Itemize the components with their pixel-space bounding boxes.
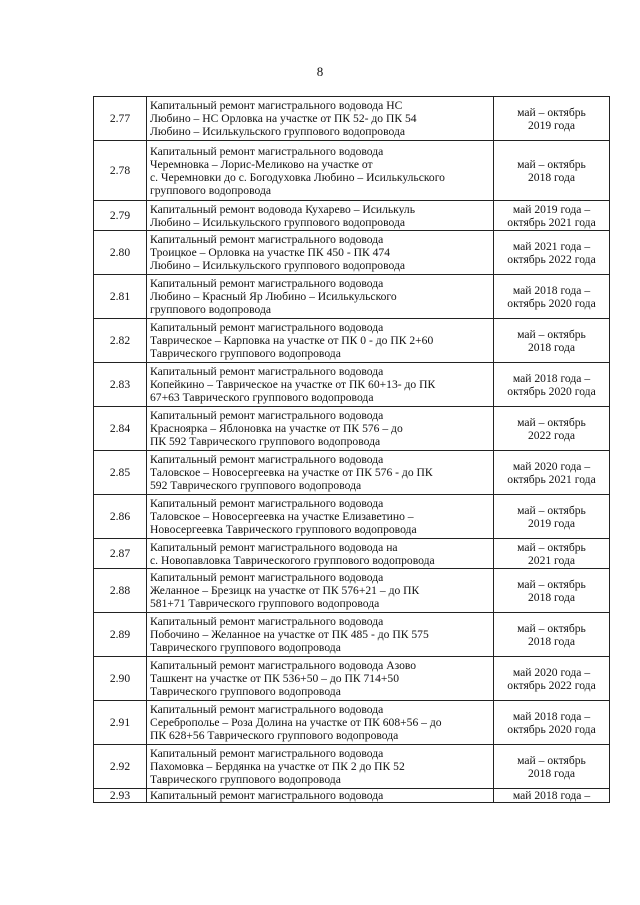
- description-line: Желанное – Брезицк на участке от ПК 576+21 – до ПК: [150, 584, 420, 597]
- description-line: 581+71 Таврического группового водопровода: [150, 597, 380, 610]
- period-line: октябрь 2022 года: [507, 252, 596, 266]
- work-period: [494, 275, 610, 319]
- work-period: [494, 319, 610, 363]
- item-number: 2.89: [94, 613, 147, 657]
- work-description: [147, 319, 494, 363]
- item-number: 2.79: [94, 201, 147, 231]
- table-row: [94, 745, 610, 789]
- work-period: [494, 613, 610, 657]
- description-line: Любино – Красный Яр Любино – Исилькульского: [150, 290, 397, 303]
- work-description: [147, 451, 494, 495]
- work-description: [147, 657, 494, 701]
- description-line: Таврического группового водопровода: [150, 347, 341, 360]
- period-line: май 2019 года –: [512, 202, 591, 216]
- period-line: май – октябрь: [517, 415, 586, 429]
- description-line: Сереброполье – Роза Долина на участке от ПК 608+56 – до: [150, 716, 442, 729]
- work-description: [147, 231, 494, 275]
- table-row: [94, 451, 610, 495]
- description-line: Капитальный ремонт магистрального водовода: [150, 703, 384, 716]
- item-number: 2.90: [94, 657, 147, 701]
- description-line: Капитальный ремонт магистрального водовода: [150, 789, 384, 802]
- period-line: 2018 года: [527, 170, 576, 184]
- description-line: с. Черемновки до с. Богодуховка Любино – Исилькульского: [150, 170, 445, 184]
- work-period: [494, 407, 610, 451]
- period-line: май – октябрь: [517, 503, 586, 517]
- description-line: Красноярка – Яблоновка на участке от ПК 576 – до: [150, 422, 403, 435]
- period-line: май 2018 года –: [512, 283, 591, 297]
- table-row: [94, 613, 610, 657]
- period-line: 2018 года: [527, 340, 576, 354]
- period-line: 2018 года: [527, 590, 576, 604]
- description-line: 592 Таврического группового водопровода: [150, 479, 362, 492]
- item-number: 2.84: [94, 407, 147, 451]
- work-description: [147, 363, 494, 407]
- description-line: Таловское – Новосергеевка на участке от ПК 576 - до ПК: [150, 466, 433, 479]
- description-line: Любино – Исилькульского группового водопровода: [150, 125, 406, 138]
- description-line: Капитальный ремонт магистрального водовода: [150, 365, 384, 378]
- item-number: 2.86: [94, 495, 147, 539]
- period-line: май – октябрь: [517, 621, 586, 635]
- description-line: 67+63 Таврического группового водопровода: [150, 391, 374, 404]
- description-line: с. Новопавловка Таврическогого группового водопровода: [150, 553, 435, 567]
- description-line: Таврического группового водопровода: [150, 641, 341, 654]
- works-table-body: [94, 97, 610, 803]
- works-table: [93, 96, 610, 803]
- description-line: Таврического группового водопровода: [150, 773, 341, 786]
- item-number: 2.92: [94, 745, 147, 789]
- description-line: Капитальный ремонт магистрального водовода: [150, 144, 384, 158]
- period-line: октябрь 2020 года: [507, 384, 596, 398]
- work-description: [147, 569, 494, 613]
- period-line: 2022 года: [527, 428, 576, 442]
- item-number: 2.78: [94, 141, 147, 201]
- table-row: [94, 97, 610, 141]
- description-line: Капитальный ремонт магистрального водовода: [150, 497, 384, 510]
- work-description: [147, 701, 494, 745]
- period-line: май – октябрь: [517, 105, 586, 119]
- table-row: [94, 569, 610, 613]
- description-line: Капитальный ремонт магистрального водовода: [150, 277, 384, 290]
- item-number: 2.80: [94, 231, 147, 275]
- work-description: [147, 745, 494, 789]
- description-line: ПК 592 Таврического группового водопровода: [150, 435, 381, 448]
- period-line: май 2020 года –: [512, 665, 591, 679]
- item-number: 2.88: [94, 569, 147, 613]
- table-row: [94, 407, 610, 451]
- period-line: 2021 года: [527, 553, 576, 567]
- work-period: [494, 231, 610, 275]
- description-line: Капитальный ремонт магистрального водовода НС: [150, 99, 403, 112]
- item-number: 2.87: [94, 539, 147, 569]
- period-line: 2018 года: [527, 634, 576, 648]
- table-row: [94, 275, 610, 319]
- work-period: [494, 363, 610, 407]
- description-line: Таврическое – Карповка на участке от ПК 0 - до ПК 2+60: [150, 334, 434, 347]
- period-line: 2019 года: [527, 118, 576, 132]
- period-line: октябрь 2020 года: [507, 722, 596, 736]
- item-number: 2.82: [94, 319, 147, 363]
- work-period: [494, 701, 610, 745]
- table-row: [94, 539, 610, 569]
- description-line: Таврического группового водопровода: [150, 685, 341, 698]
- work-description: [147, 613, 494, 657]
- work-description: [147, 495, 494, 539]
- period-line: май 2018 года –: [512, 371, 591, 385]
- period-line: май – октябрь: [517, 540, 586, 554]
- work-description: [147, 789, 494, 803]
- work-period: [494, 539, 610, 569]
- description-line: Капитальный ремонт магистрального водовода: [150, 453, 384, 466]
- work-period: [494, 657, 610, 701]
- description-line: Любино – НС Орловка на участке от ПК 52- до ПК 54: [150, 112, 417, 125]
- description-line: Любино – Исилькульского группового водопровода: [150, 215, 406, 229]
- table-row: [94, 319, 610, 363]
- work-description: [147, 201, 494, 231]
- work-description: [147, 141, 494, 201]
- work-period: [494, 495, 610, 539]
- description-line: Капитальный ремонт магистрального водовода: [150, 409, 384, 422]
- description-line: Ташкент на участке от ПК 536+50 – до ПК 714+50: [150, 672, 399, 685]
- description-line: Капитальный ремонт магистрального водовода Азово: [150, 659, 417, 672]
- item-number: 2.81: [94, 275, 147, 319]
- description-line: Капитальный ремонт магистрального водовода: [150, 233, 384, 246]
- period-line: май – октябрь: [517, 157, 586, 171]
- period-line: октябрь 2021 года: [507, 215, 596, 229]
- description-line: Побочино – Желанное на участке от ПК 485 - до ПК 575: [150, 628, 429, 641]
- description-line: Таловское – Новосергеевка на участке Елизаветино –: [150, 510, 414, 523]
- period-line: май – октябрь: [517, 753, 586, 767]
- description-line: Капитальный ремонт водовода Кухарево – Исилькуль: [150, 202, 416, 216]
- description-line: Капитальный ремонт магистрального водовода на: [150, 540, 398, 554]
- item-number: 2.85: [94, 451, 147, 495]
- period-line: май 2018 года –: [512, 709, 591, 723]
- table-row: [94, 363, 610, 407]
- work-description: [147, 275, 494, 319]
- description-line: Капитальный ремонт магистрального водовода: [150, 615, 384, 628]
- item-number: 2.77: [94, 97, 147, 141]
- table-row: [94, 231, 610, 275]
- description-line: Любино – Исилькульского группового водопровода: [150, 259, 406, 272]
- period-line: 2019 года: [527, 516, 576, 530]
- description-line: Копейкино – Таврическое на участке от ПК 60+13- до ПК: [150, 378, 436, 391]
- description-line: Капитальный ремонт магистрального водовода: [150, 571, 384, 584]
- table-row: [94, 789, 610, 803]
- work-period: [494, 141, 610, 201]
- period-line: 2018 года: [527, 766, 576, 780]
- description-line: ПК 628+56 Таврического группового водопровода: [150, 729, 399, 742]
- work-description: [147, 539, 494, 569]
- item-number: 2.91: [94, 701, 147, 745]
- period-line: май – октябрь: [517, 327, 586, 341]
- period-line: май – октябрь: [517, 577, 586, 591]
- item-number: 2.93: [94, 789, 147, 803]
- period-line: октябрь 2022 года: [507, 678, 596, 692]
- description-line: Пахомовка – Бердянка на участке от ПК 2 до ПК 52: [150, 760, 405, 773]
- description-line: группового водопровода: [150, 183, 272, 197]
- item-number: 2.83: [94, 363, 147, 407]
- work-period: [494, 745, 610, 789]
- table-row: [94, 657, 610, 701]
- table-row: [94, 141, 610, 201]
- period-line: октябрь 2020 года: [507, 296, 596, 310]
- description-line: группового водопровода: [150, 303, 272, 316]
- period-line: октябрь 2021 года: [507, 472, 596, 486]
- table-row: [94, 701, 610, 745]
- page-number: 8: [316, 64, 324, 79]
- description-line: Капитальный ремонт магистрального водовода: [150, 321, 384, 334]
- description-line: Капитальный ремонт магистрального водовода: [150, 747, 384, 760]
- table-row: [94, 201, 610, 231]
- description-line: Троицкое – Орловка на участке ПК 450 - ПК 474: [150, 246, 391, 259]
- work-period: [494, 451, 610, 495]
- period-line: май 2020 года –: [512, 459, 591, 473]
- work-period: [494, 789, 610, 803]
- period-line: май 2021 года –: [512, 239, 591, 253]
- work-period: [494, 569, 610, 613]
- description-line: Новосергеевка Таврического группового водопровода: [150, 523, 417, 536]
- work-description: [147, 97, 494, 141]
- work-description: [147, 407, 494, 451]
- period-line: май 2018 года –: [512, 789, 591, 802]
- work-period: [494, 201, 610, 231]
- work-period: [494, 97, 610, 141]
- description-line: Черемновка – Лорис-Меликово на участке от: [150, 157, 373, 171]
- table-row: [94, 495, 610, 539]
